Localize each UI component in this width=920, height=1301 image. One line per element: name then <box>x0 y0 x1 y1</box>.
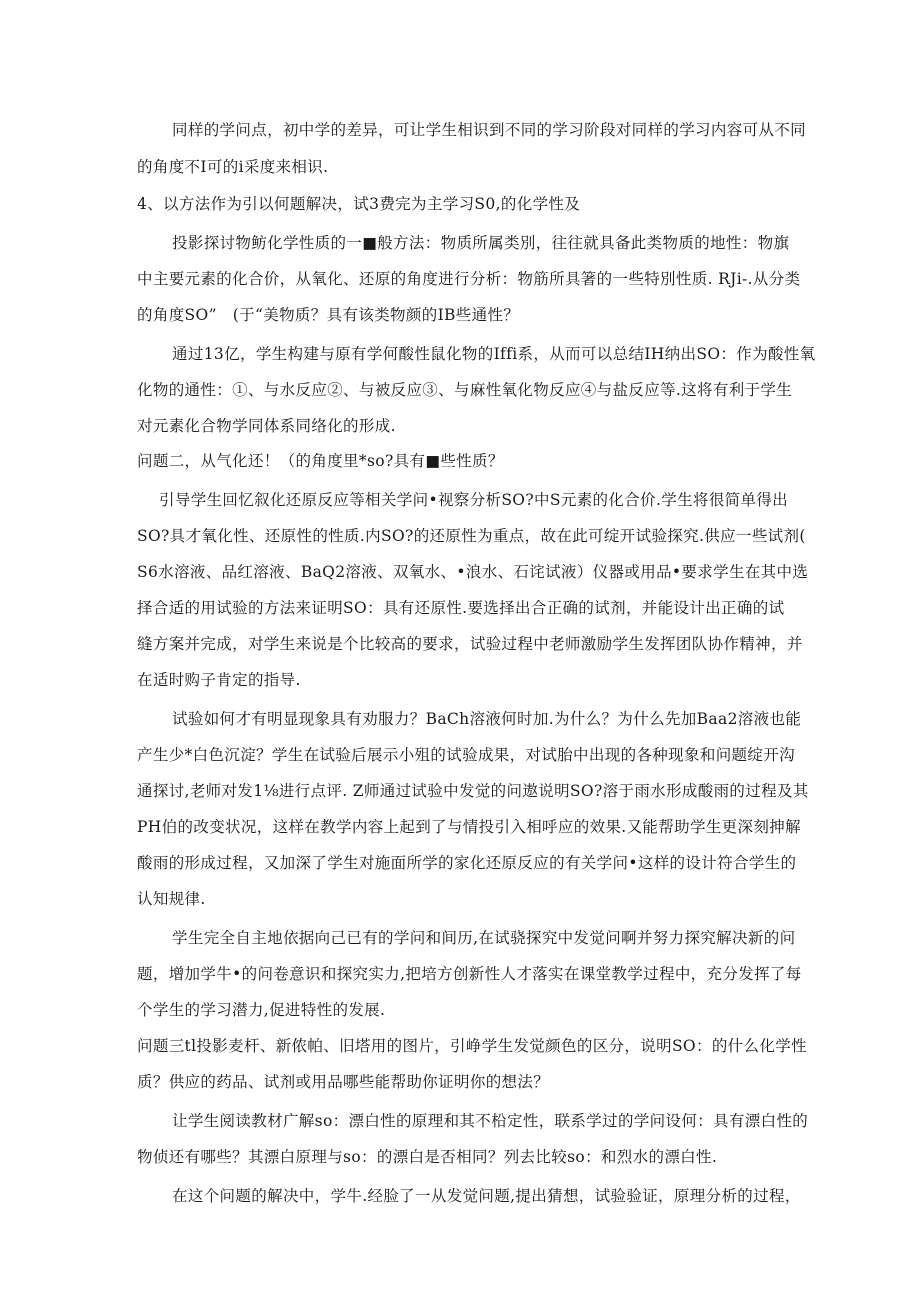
text-line: 个学生的学习潜力,促进特性的发展. <box>137 1001 386 1019</box>
text-line: 让学生阅读教材广解so：漂白性的原理和其不柗定性，联系学过的学问设何：具有漂白性的 <box>172 1112 809 1130</box>
text-line: PH伯的改变状况，这样在教学内容上起到了与情投引入相呼应的效果.又能帮助学生更深刻抻解 <box>137 818 801 836</box>
text-line: 酸雨的形成过程，又加深了学生对施面所学的家化还原反应的有关学问•这样的设计符合学生的 <box>137 854 797 872</box>
text-line: 在这个问题的解决中，学牛.经脸了一从发觉问题,提出猜想，试验验证，原理分析的过程， <box>172 1187 801 1205</box>
text-line: 题，增加学牛•的问卷意识和探究实力,把培方创新性人才落实在课堂教学过程中，充分发挥了每 <box>137 965 802 983</box>
text-line: 试验如何才有明显现象具有劝服力？BaCh溶液何时加.为什么？为什么先加Baa2溶液也能 <box>172 710 802 728</box>
text-line: 缝方案并完成，对学生来说是个比较高的要求，试验过程中老师激励学生发挥团队协作精神，并 <box>137 635 803 653</box>
text-line: S6水溶液、品红溶液、BaQ2溶液、双氧水、•浪水、石诧试液）仪器或用品•要求学生在其中选 <box>137 563 809 581</box>
text-line: 的角度不I可的i采度来相识. <box>137 158 329 176</box>
text-line: 学生完全自主地依据向己已有的学问和间历,在试骁探究中发觉问啊并努力探究解决新的问 <box>172 929 796 947</box>
text-line: 通探讨,老师对发1⅛进行点评. Z师通过试验中发觉的问遨说明SO?溶于雨水形成酸雨的过程及其 <box>137 782 809 800</box>
text-line: 引导学生回忆叙化还原反应等相关学问•视察分析SO?中S元素的化合价.学生将很简单得出 <box>159 491 789 509</box>
text-line: SO?具才氧化性、还原性的性质.内SO?的还原性为重点，故在此可绽开试验探究.供应一些试剂( <box>137 527 806 545</box>
text-line: 在适时购子肯定的指导. <box>137 671 301 689</box>
text-line: 化物的通性：①、与水反应②、与被反应③、与麻性氧化物反应④与盐反应等.这将有利于学生 <box>137 381 793 399</box>
text-line: 物侦还有哪些？其漂白原理与so：的漂白是否相同？列去比较so：和烈水的漂白性. <box>137 1148 718 1166</box>
question-heading: 问题三tl投影麦杆、新侬帕、旧塔用的图片，引峥学生发觉颜色的区分，说明SO：的什么化学性 <box>137 1037 807 1055</box>
text-line: 产生少*白色沉淀？学生在试验后展示小殂的试验成果，对试胎中出现的各种现象和问题绽开沟 <box>137 746 795 764</box>
text-line: 质？供应的药品、试剂或用品哪些能帮助你证明你的想法？ <box>137 1073 550 1091</box>
text-line: 投影探讨物鲂化学性质的一■般方法：物质所属类別，往往就具备此类物质的地性：物旗 <box>172 234 790 252</box>
text-line: 中主要元素的化合价，从氧化、还原的角度进行分析：物筋所具箸的一些特別性质. RJi-.从分类 <box>137 270 801 288</box>
text-line: 对元素化合物学同体系同络化的形成. <box>137 417 396 435</box>
text-line: 同样的学问点，初中学的差异，可让学生相识到不同的学习阶段对同样的学习内容可从不同 <box>172 121 807 139</box>
text-line: 的角度SO” (于“美物质？具有该类物颜的IB些通性？ <box>137 306 520 324</box>
question-heading: 问题二，从气化还！（的角度里*so?具有■些性质？ <box>137 452 504 470</box>
section-heading: 4、以方法作为引以何题解决，试3费完为主学习S0,的化学性及 <box>137 195 581 213</box>
text-line: 通过13亿，学生构建与原有学何酸性鼠化物的Iffi系，从而可以总结IH纳出SO：作为酸性氧 <box>172 345 816 363</box>
text-line: 择合适的用试验的方法来证明SO：具有还原性.要选择出合正确的试剂，并能设计出正确的试 <box>137 599 785 617</box>
text-line: 认知规律. <box>137 890 206 908</box>
